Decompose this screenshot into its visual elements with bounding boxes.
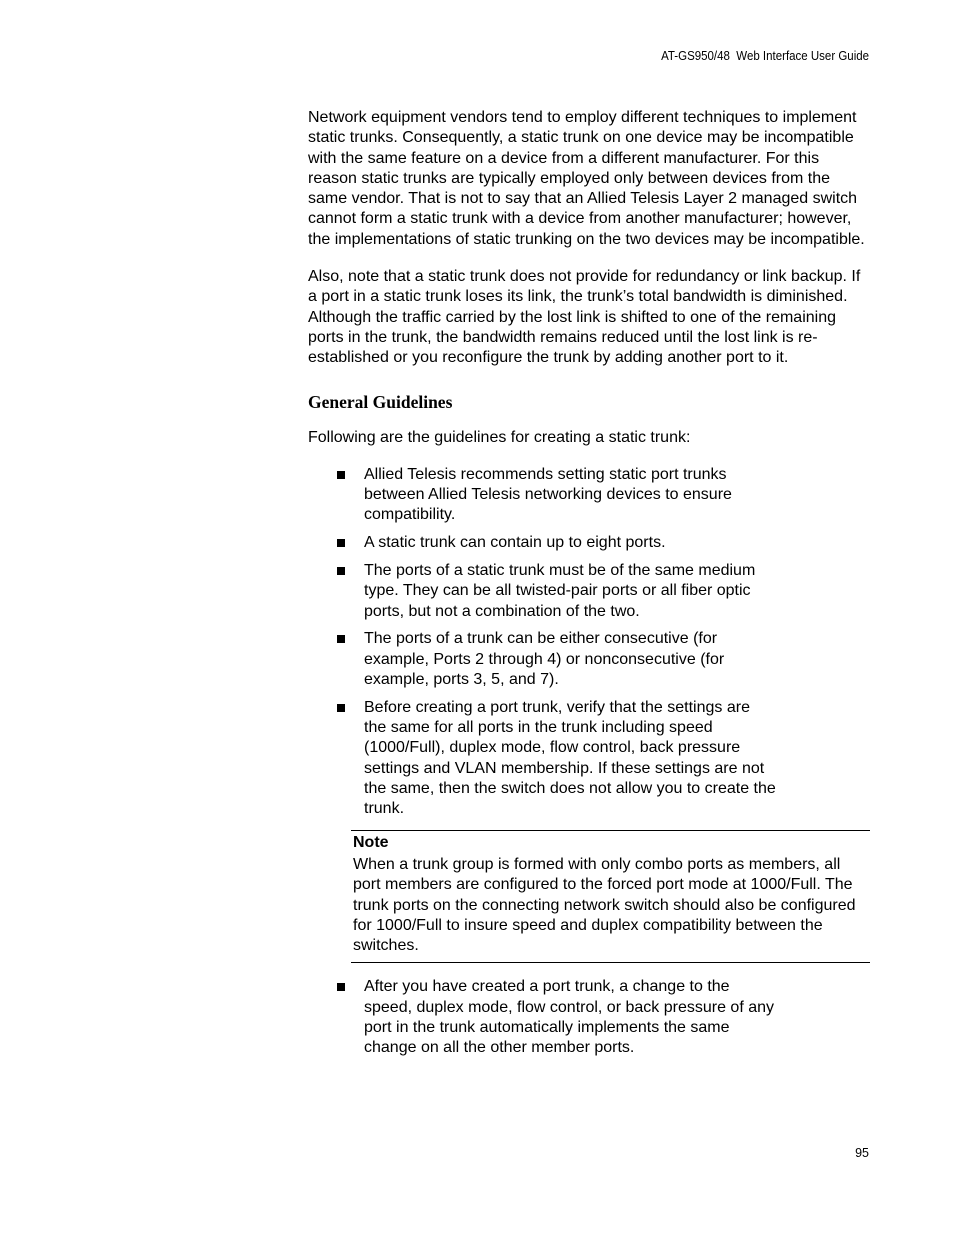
square-bullet-icon [337, 635, 345, 643]
list-item [308, 977, 776, 1058]
list-item-text: Before creating a port trunk, verify that the settings are the same for all ports in the trunk including speed (1000/Full), duplex mode, flow control, back pressure settings and VLAN membership. If these settings are not the same, then the switch does not allow you to create the trunk. [364, 698, 776, 818]
guidelines-list-continued [308, 977, 870, 1058]
section-title: General Guidelines [308, 391, 453, 412]
note-title: Note [353, 833, 389, 851]
running-header: AT-GS950/48 Web Interface User Guide [661, 49, 869, 63]
list-item-text: The ports of a static trunk must be of the same medium type. They can be all twisted-pair ports or all fiber optic ports, but not a combination of the two. [364, 562, 756, 620]
page-content [308, 108, 870, 1066]
list-item [308, 465, 776, 526]
square-bullet-icon [337, 539, 345, 547]
list-item [308, 533, 776, 553]
list-item [308, 698, 776, 820]
paragraph-vendor-techniques: Network equipment vendors tend to employ different techniques to implement static trunks. Consequently, a static trunk on one device may be incompatible with the same feature on a device from a different manufacturer. For this reason static trunks are typically employed only between devices from the same vendor. That is not to say that an Allied Telesis Layer 2 managed switch cannot form a static trunk with a device from another manufacturer; however, the implementations of static trunking on the two devices may be incompatible. [308, 109, 865, 248]
note-box [351, 830, 870, 964]
square-bullet-icon [337, 704, 345, 712]
guidelines-list [308, 465, 870, 820]
guidelines-intro: Following are the guidelines for creating a static trunk: [308, 428, 691, 446]
list-item-text: Allied Telesis recommends setting static port trunks between Allied Telesis networking devices to ensure compatibility. [364, 465, 732, 524]
list-item [308, 629, 776, 690]
list-item-text: A static trunk can contain up to eight ports. [364, 534, 666, 552]
square-bullet-icon [337, 471, 345, 479]
list-item-text: The ports of a trunk can be either consecutive (for example, Ports 2 through 4) or nonconsecutive (for example, ports 3, 5, and 7). [364, 630, 725, 689]
note-text: When a trunk group is formed with only combo ports as members, all port members are configured to the forced port mode at 1000/Full. The trunk ports on the connecting network switch should also be configured for 1000/Full to insure speed and duplex compatibility between the switches. [353, 855, 856, 955]
paragraph-redundancy: Also, note that a static trunk does not provide for redundancy or link backup. If a port in a static trunk loses its link, the trunk’s total bandwidth is diminished. Although the traffic carried by the lost link is shifted to one of the remaining ports in the trunk, the bandwidth remains reduced until the lost link is re-established or you reconfigure the trunk by adding another port to it. [308, 268, 861, 367]
list-item-text: After you have created a port trunk, a change to the speed, duplex mode, flow control, or back pressure of any port in the trunk automatically implements the same change on all the other member ports. [364, 978, 774, 1057]
square-bullet-icon [337, 983, 345, 991]
square-bullet-icon [337, 567, 345, 575]
page-number: 95 [855, 1146, 869, 1160]
list-item [308, 561, 776, 622]
